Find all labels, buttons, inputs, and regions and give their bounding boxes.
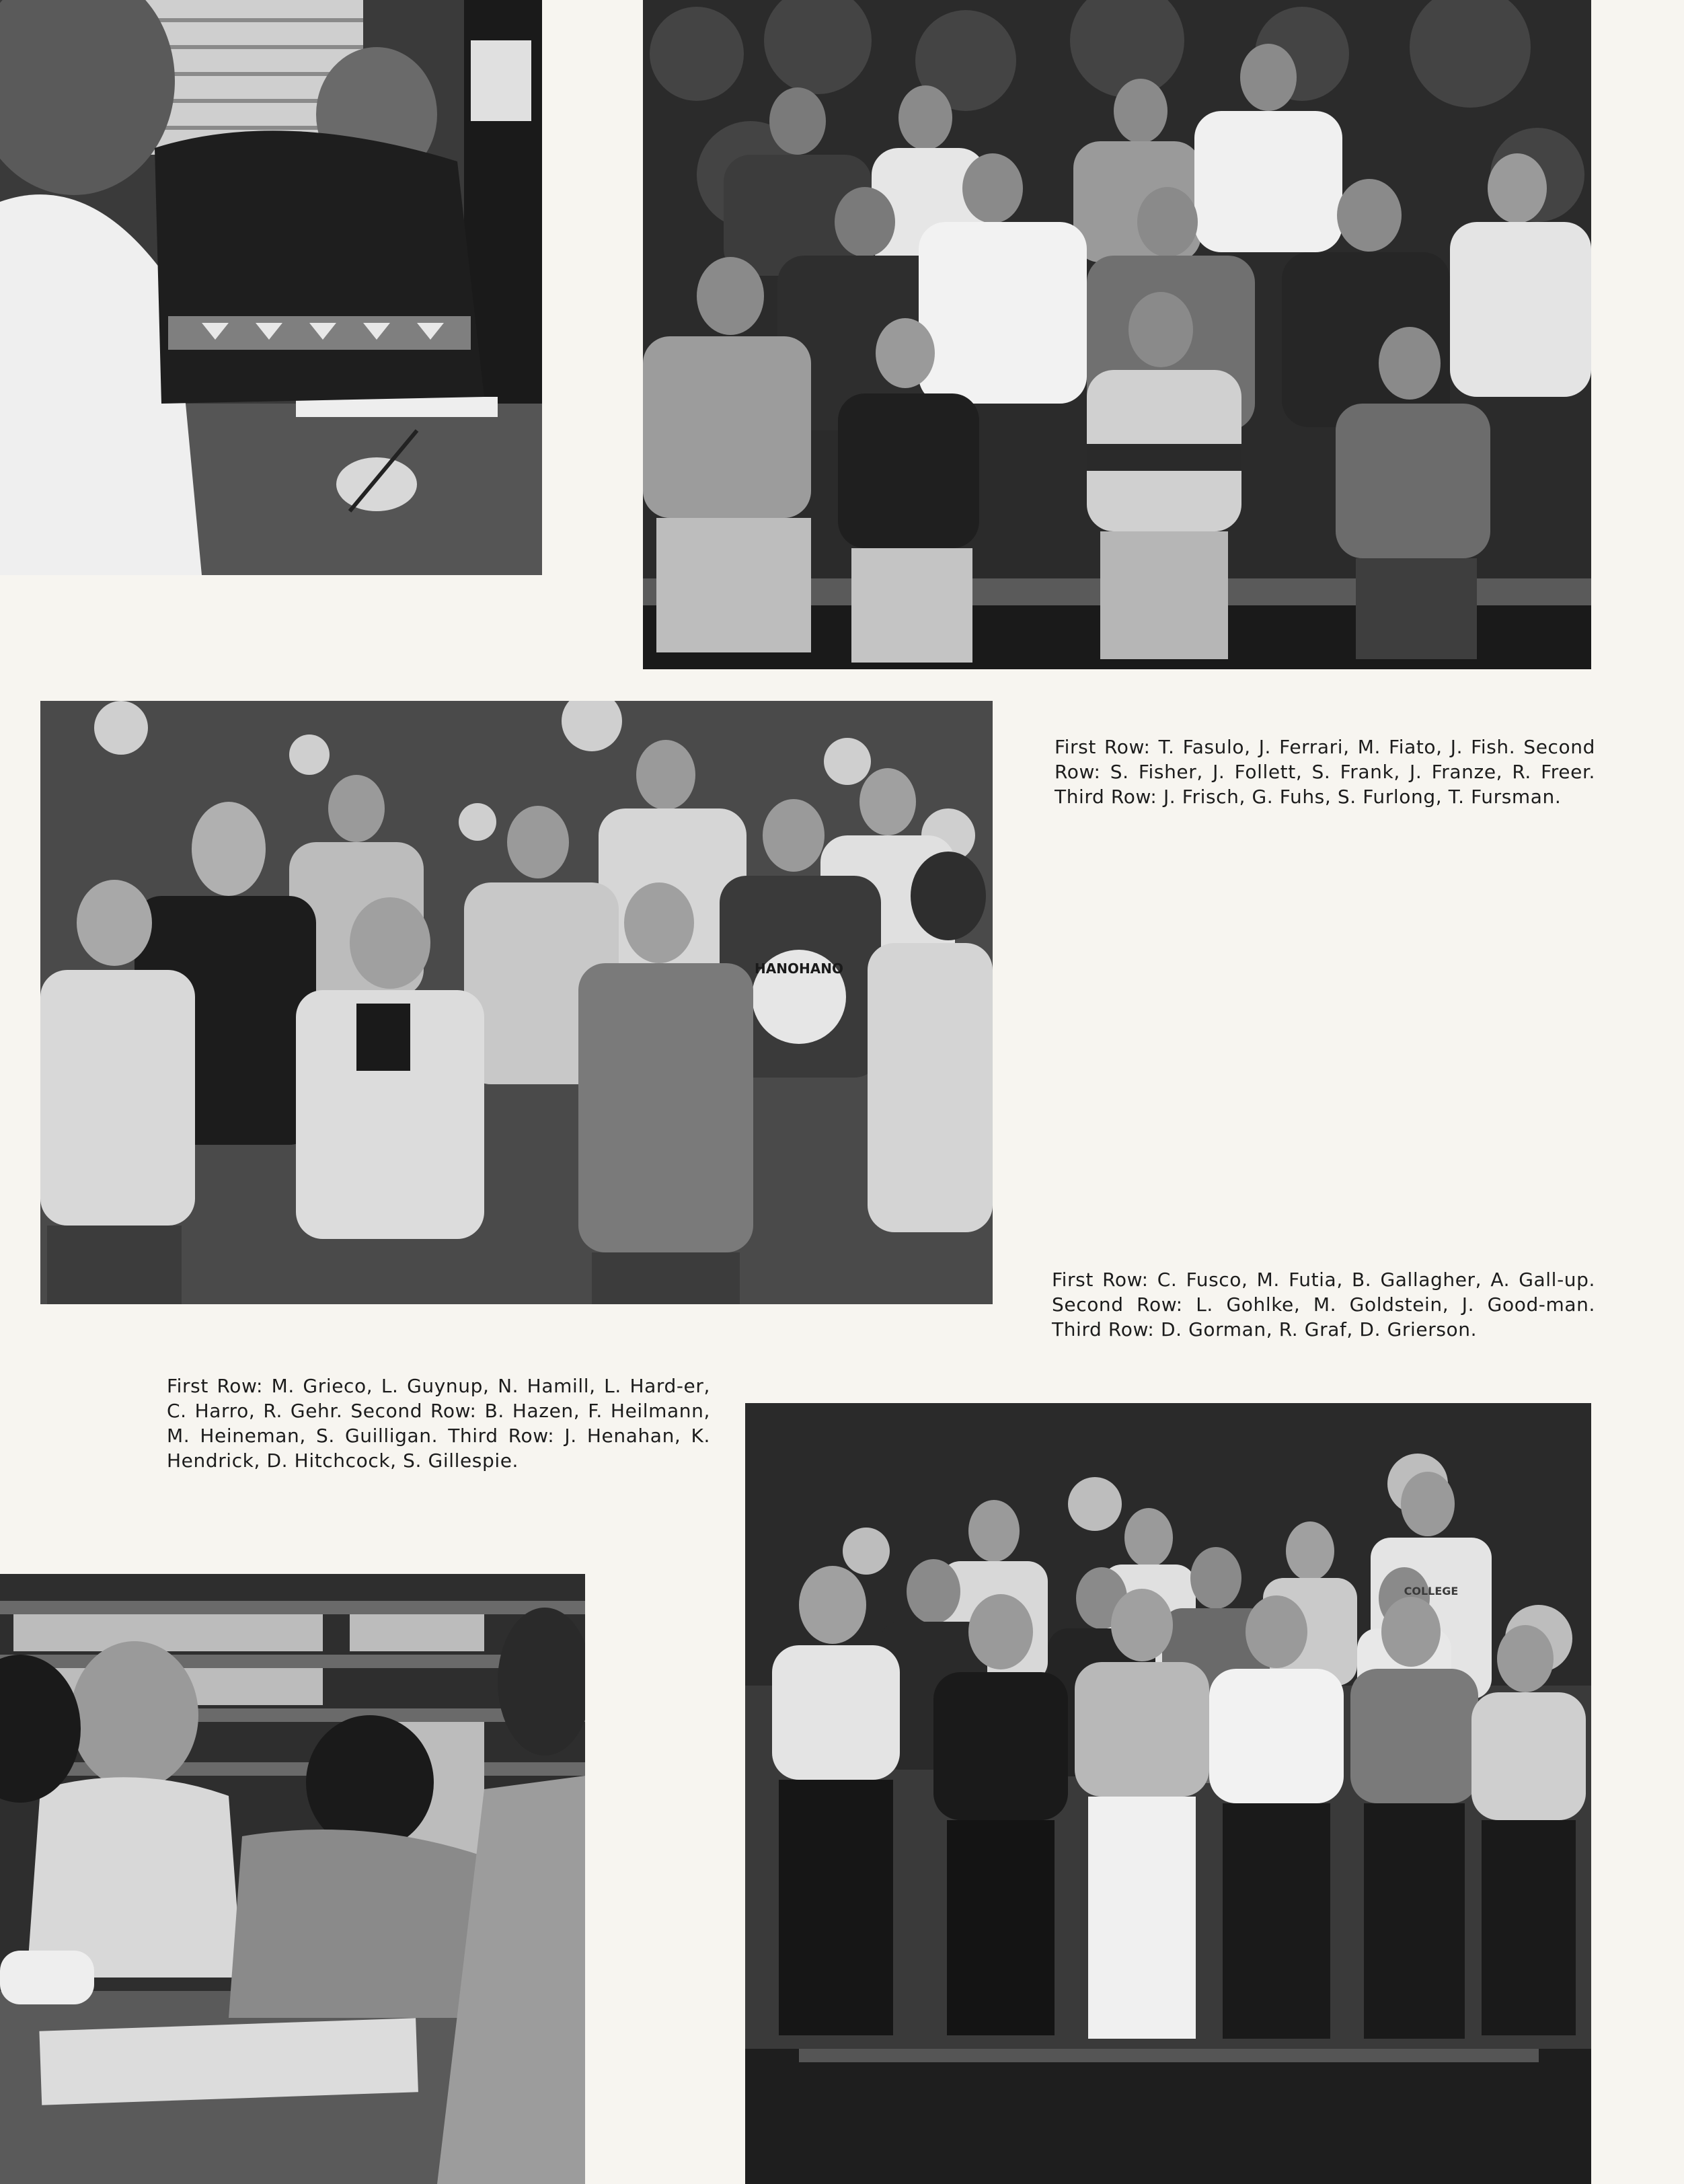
tshirt-lettering-2: COLLEGE: [1404, 1585, 1459, 1597]
photo-library-candid: [0, 1574, 585, 2184]
caption-group-one: First Row: T. Fasulo, J. Ferrari, M. Fiato, J. Fish. Second Row: S. Fisher, J. Follett, S. Frank, J. Franze, R. Freer. Third Row: J. Frisch, G. Fuhs, S. Furlong, T. Fursman.: [1055, 736, 1595, 808]
photo-group-two: [40, 701, 993, 1304]
photo-group-three: [745, 1403, 1591, 2184]
tshirt-lettering: HANOHANO: [755, 961, 843, 977]
photo-students-at-desk: [0, 0, 542, 575]
caption-group-two: First Row: C. Fusco, M. Futia, B. Gallagher, A. Gall-up. Second Row: L. Gohlke, M. Goldstein, J. Good-man. Third Row: D. Gorman, R. Graf, D. Grierson.: [1052, 1269, 1595, 1341]
caption-group-three: First Row: M. Grieco, L. Guynup, N. Hamill, L. Hard-er, C. Harro, R. Gehr. Second Row: B. Hazen, F. Heilmann, M. Heineman, S. Guilligan. Third Row: J. Henahan, K. Hendrick, D. Hitchcock, S. Gillespie.: [167, 1375, 710, 1472]
photo-group-one: [643, 0, 1591, 669]
